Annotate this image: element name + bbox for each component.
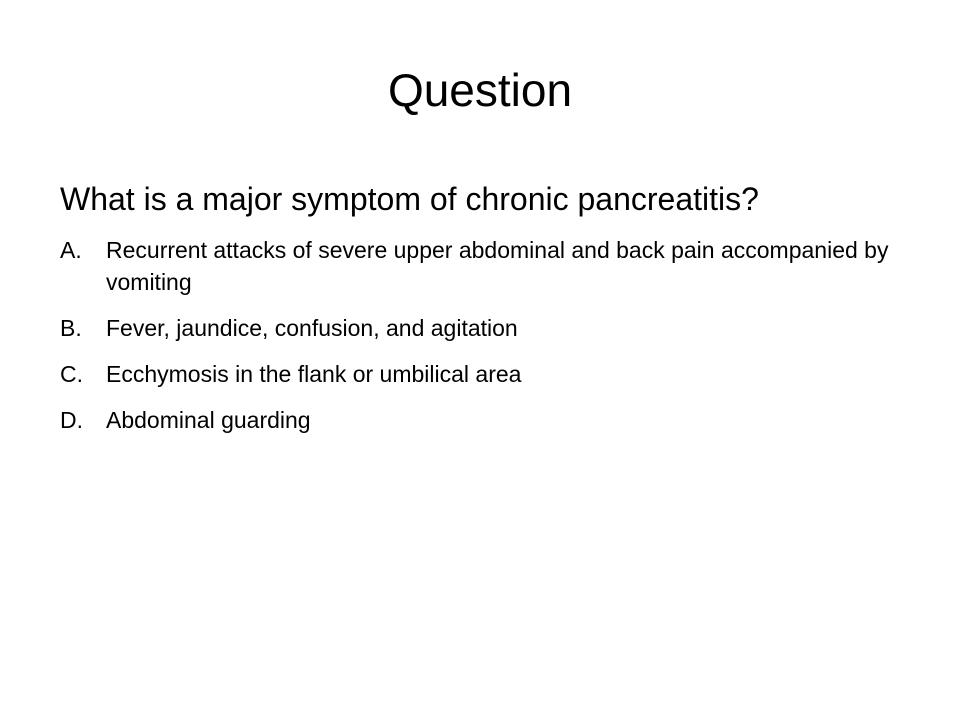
option-letter: A. [60,237,82,263]
answer-option-b [60,312,900,344]
answer-option-a [60,234,900,298]
slide-body [60,178,900,450]
option-text: Abdominal guarding [106,407,311,433]
option-letter: C. [60,361,83,387]
option-text: Recurrent attacks of severe upper abdominal and back pain accompanied by vomiting [106,237,889,295]
answer-option-c [60,358,900,390]
option-text: Fever, jaundice, confusion, and agitation [106,315,518,341]
slide-title: Question [387,64,573,116]
answer-options-list [60,234,900,436]
question-text: What is a major symptom of chronic pancreatitis? [60,181,759,217]
option-letter: D. [60,407,83,433]
option-letter: B. [60,315,82,341]
answer-option-d [60,404,900,436]
option-text: Ecchymosis in the flank or umbilical area [106,361,522,387]
